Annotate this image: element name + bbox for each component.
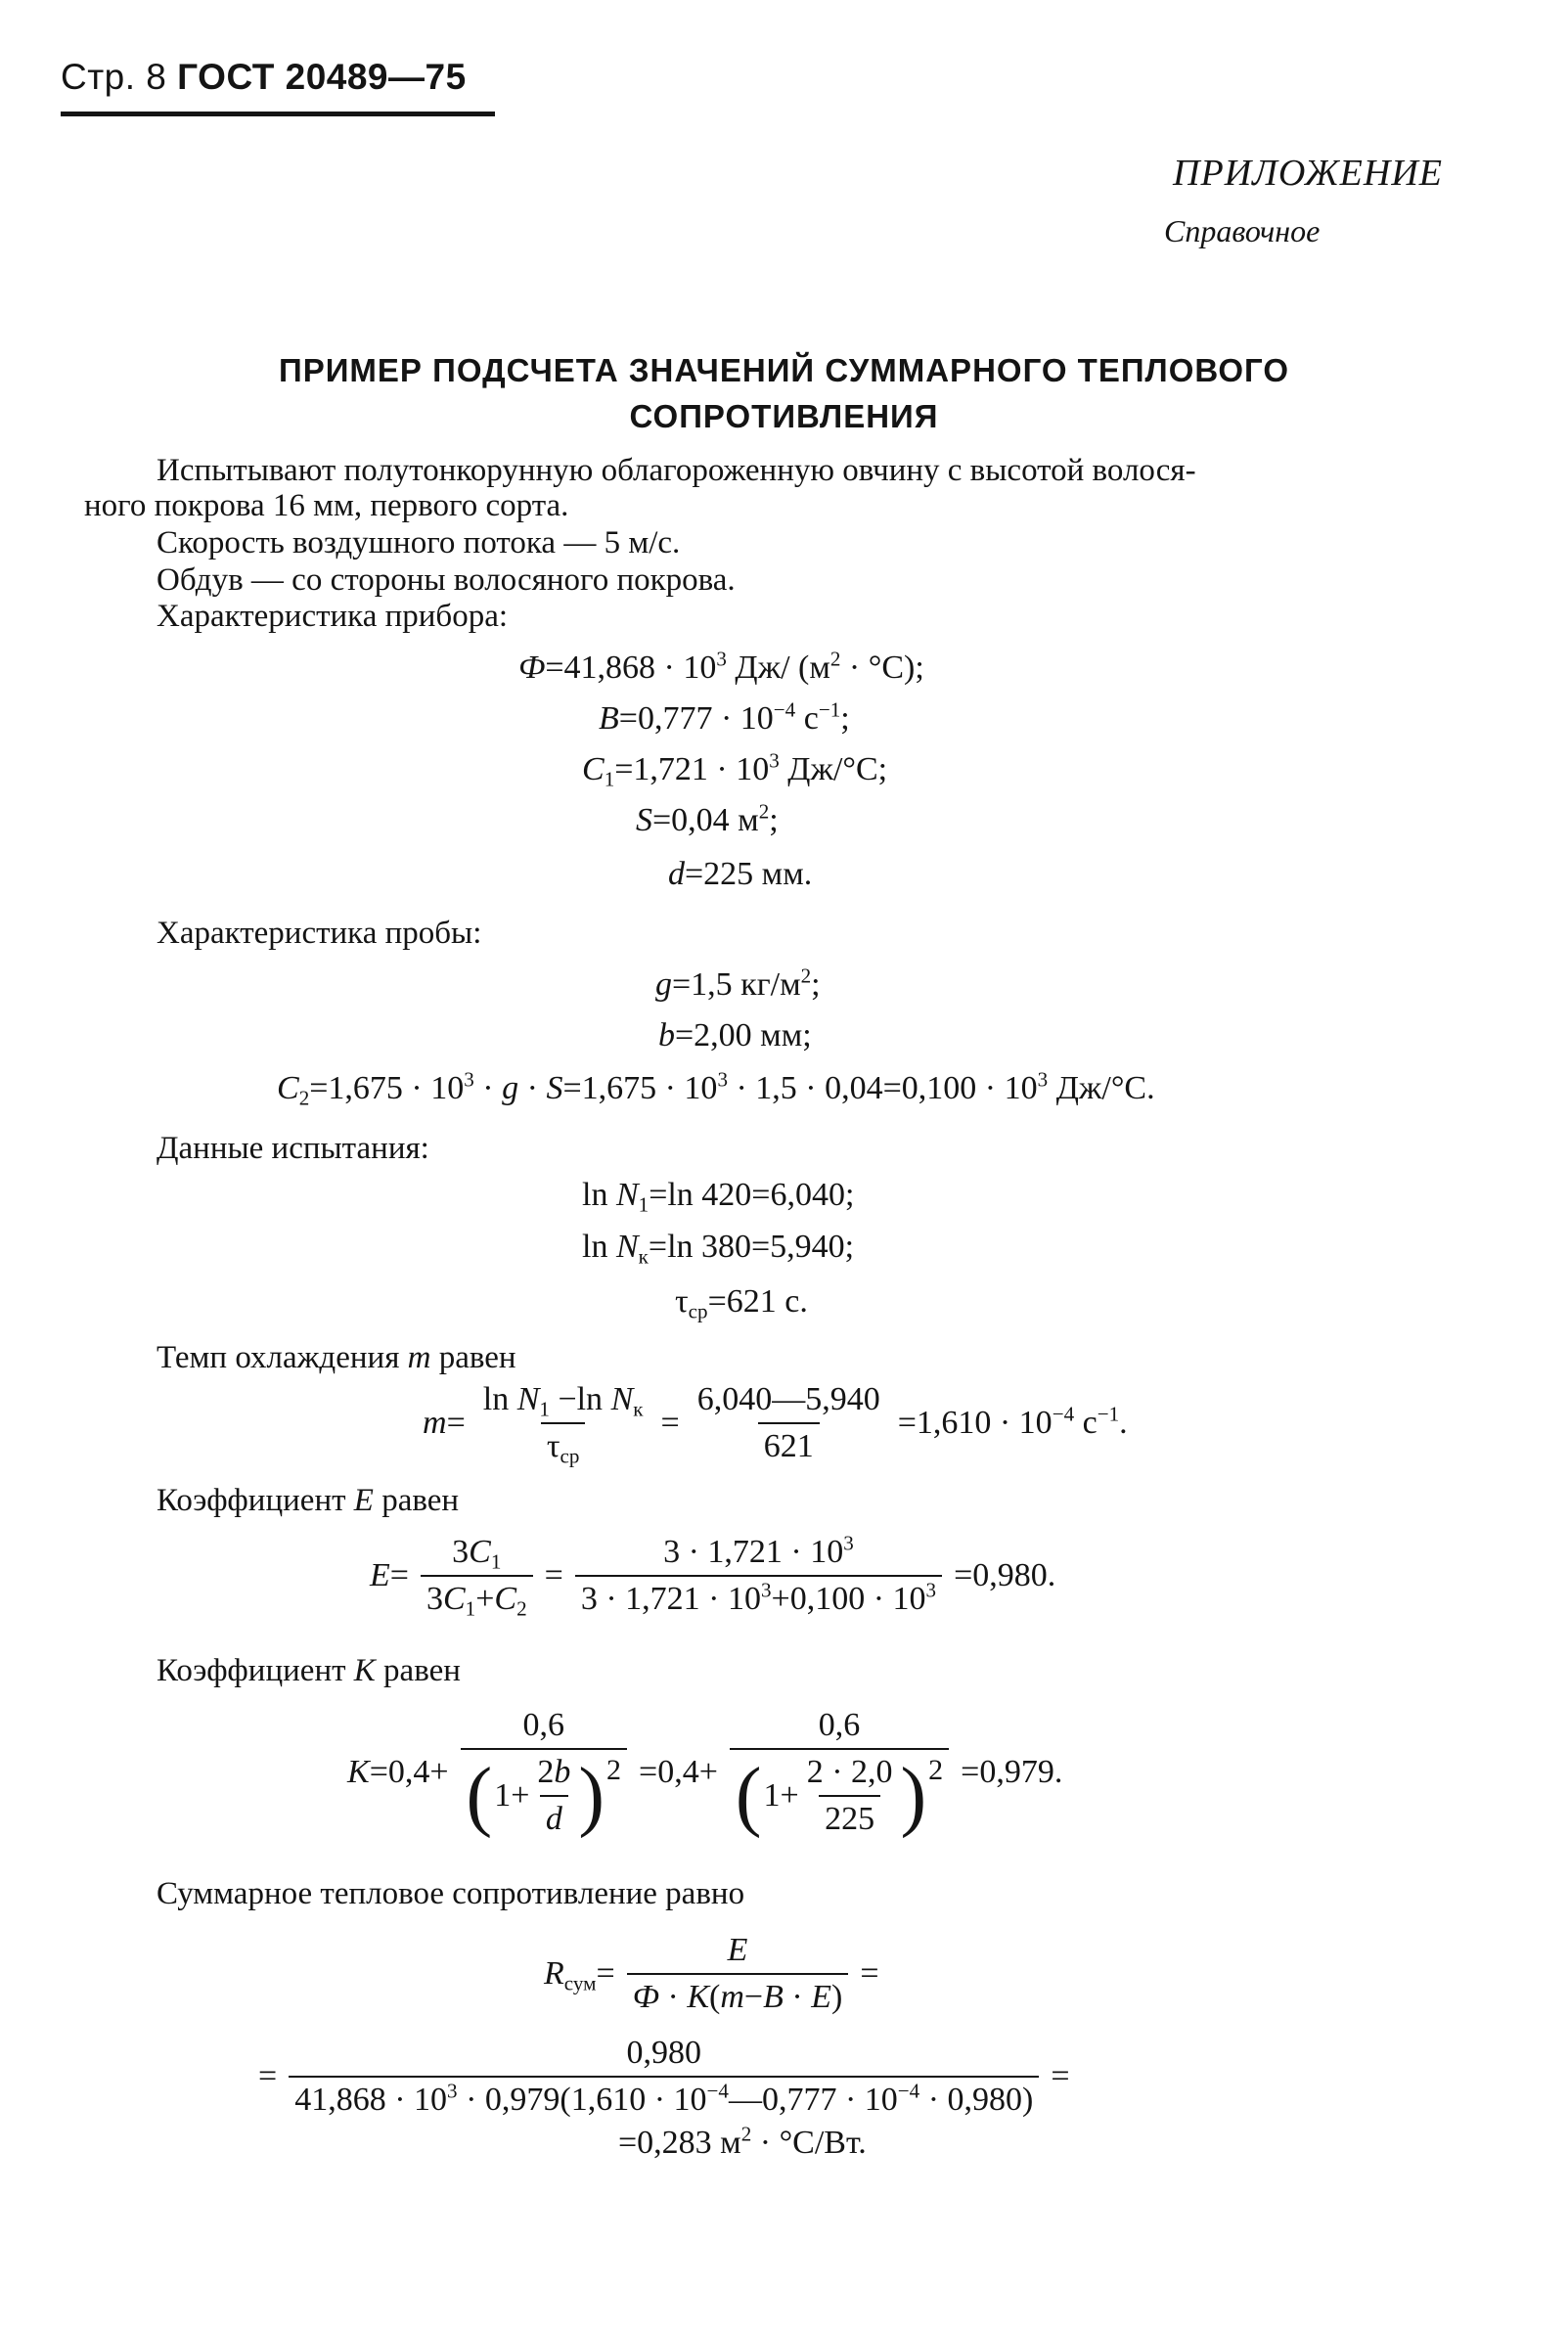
intro-speed: Скорость воздушного потока — 5 м/с. <box>157 525 681 560</box>
cooling-heading: Темп охлаждения m равен <box>157 1340 516 1375</box>
formula-tau: $\tau_{ср}=621$ с. <box>675 1283 808 1323</box>
intro-line1: Испытывают полутонкорунную облагороженную овчину с высотой волося- <box>157 453 1196 488</box>
intro-blow: Обдув — со стороны волосяного покрова. <box>157 562 736 598</box>
coefE-heading: Коэффициент E равен <box>157 1483 460 1518</box>
section-title-line2: СОПРОТИВЛЕНИЯ <box>629 398 939 434</box>
formula-phi: $Ф=41,868 \cdot 10^3$ Дж/ $(м^2 \cdot ^\circ С)$; <box>518 647 924 686</box>
formula-b-sample: b=2,00 мм; <box>658 1017 812 1053</box>
formula-r-values: = $\frac{0,980}{41,868 \cdot 10^3 \cdot 0,979(1,610 \cdot 10^{-4}—0,777 \cdot 10^{-4} \cdot 0,980)}$ = <box>258 2035 1070 2118</box>
formula-m: m= $\frac{\ln N_1 -\ln N_к}{\tau_{ср}}$ = $\frac{6,040—5,940}{621}$ $=1,610 \cdot 10^{-4}$ $с^{-1}$. <box>423 1381 1128 1468</box>
formula-s: S=0,04 $м^2$; <box>636 799 779 838</box>
page-header <box>61 57 467 98</box>
formula-d: d=225 мм. <box>668 856 813 892</box>
appendix-subtitle: Справочное <box>1164 213 1321 248</box>
coefK-heading: Коэффициент K равен <box>157 1653 461 1688</box>
fraction-ln: $\frac{\ln N_1 -\ln N_к}{\tau_{ср}}$ <box>482 1381 644 1468</box>
formula-e: E= $\frac{3C_1}{3C_1+C_2}$ = $\frac{3 \cdot 1,721 \cdot 10^3}{3 \cdot 1,721 \cdot 10^3+0,100 \cdot 10^3}$ =0,980. <box>370 1531 1056 1621</box>
fraction-values: $\frac{6,040—5,940}{621}$ <box>696 1381 880 1464</box>
sample-heading: Характеристика пробы: <box>157 916 482 951</box>
header-rule <box>61 112 495 116</box>
appendix-title: ПРИЛОЖЕНИЕ <box>1173 153 1443 194</box>
gost-number: ГОСТ 20489—75 <box>177 57 467 97</box>
formula-c2: $C_2=1,675 \cdot 10^3 \cdot g \cdot S=1,675 \cdot 10^3 \cdot 1,5 \cdot 0,04=0,100 \cdot 10^3$ Дж/°С. <box>277 1067 1155 1110</box>
fraction-e-symbolic: $\frac{3C_1}{3C_1+C_2}$ <box>421 1534 533 1618</box>
device-heading: Характеристика прибора: <box>157 599 509 634</box>
formula-r-result: =0,283 $м^2 \cdot ^\circ С/Вт$. <box>618 2122 867 2161</box>
formula-c1: $C_1=1,721 \cdot 10^3$ Дж/°С; <box>582 748 888 791</box>
fraction-e-values: $\frac{3 \cdot 1,721 \cdot 10^3}{3 \cdot 1,721 \cdot 10^3+0,100 \cdot 10^3}$ <box>575 1534 942 1618</box>
formula-b: $B=0,777 \cdot 10^{-4}$ $с^{-1}$; <box>599 697 850 737</box>
formula-n1: $\ln N_1=\ln$ 420=6,040; <box>582 1177 855 1217</box>
page-number: Стр. 8 <box>61 57 167 97</box>
section-title-line1: ПРИМЕР ПОДСЧЕТА ЗНАЧЕНИЙ СУММАРНОГО ТЕПЛОВОГО <box>278 352 1290 388</box>
fraction-k-values: 0,6 ( 1+ $\frac{2 \cdot 2,0}{225}$ ) 2 <box>730 1707 949 1838</box>
intro-line2: ного покрова 16 мм, первого сорта. <box>84 488 569 523</box>
fraction-r-symbolic: $\frac{E}{Ф \cdot K(m-B \cdot E)}$ <box>627 1932 849 2016</box>
total-heading: Суммарное тепловое сопротивление равно <box>157 1876 745 1911</box>
formula-g: g=1,5 $кг/м^2$; <box>655 963 821 1003</box>
test-heading: Данные испытания: <box>157 1131 429 1166</box>
formula-nk: $\ln N_к=\ln$ 380=5,940; <box>582 1229 855 1269</box>
fraction-k-symbolic: 0,6 ( 1+ $\frac{2b}{d}$ ) 2 <box>461 1707 627 1838</box>
fraction-r-values: $\frac{0,980}{41,868 \cdot 10^3 \cdot 0,979(1,610 \cdot 10^{-4}—0,777 \cdot 10^{-4} \cdot 0,980)}$ <box>289 2035 1039 2119</box>
formula-r: $R_{сум}=$ $\frac{E}{Ф \cdot K(m-B \cdot E)}$ = <box>544 1932 879 2015</box>
formula-k: K=0,4+ 0,6 ( 1+ $\frac{2b}{d}$ ) 2 =0,4+ 0,6 ( 1+ $\frac{2 \cdot 2,0}{225}$ ) 2 =0,979. <box>347 1707 1063 1839</box>
